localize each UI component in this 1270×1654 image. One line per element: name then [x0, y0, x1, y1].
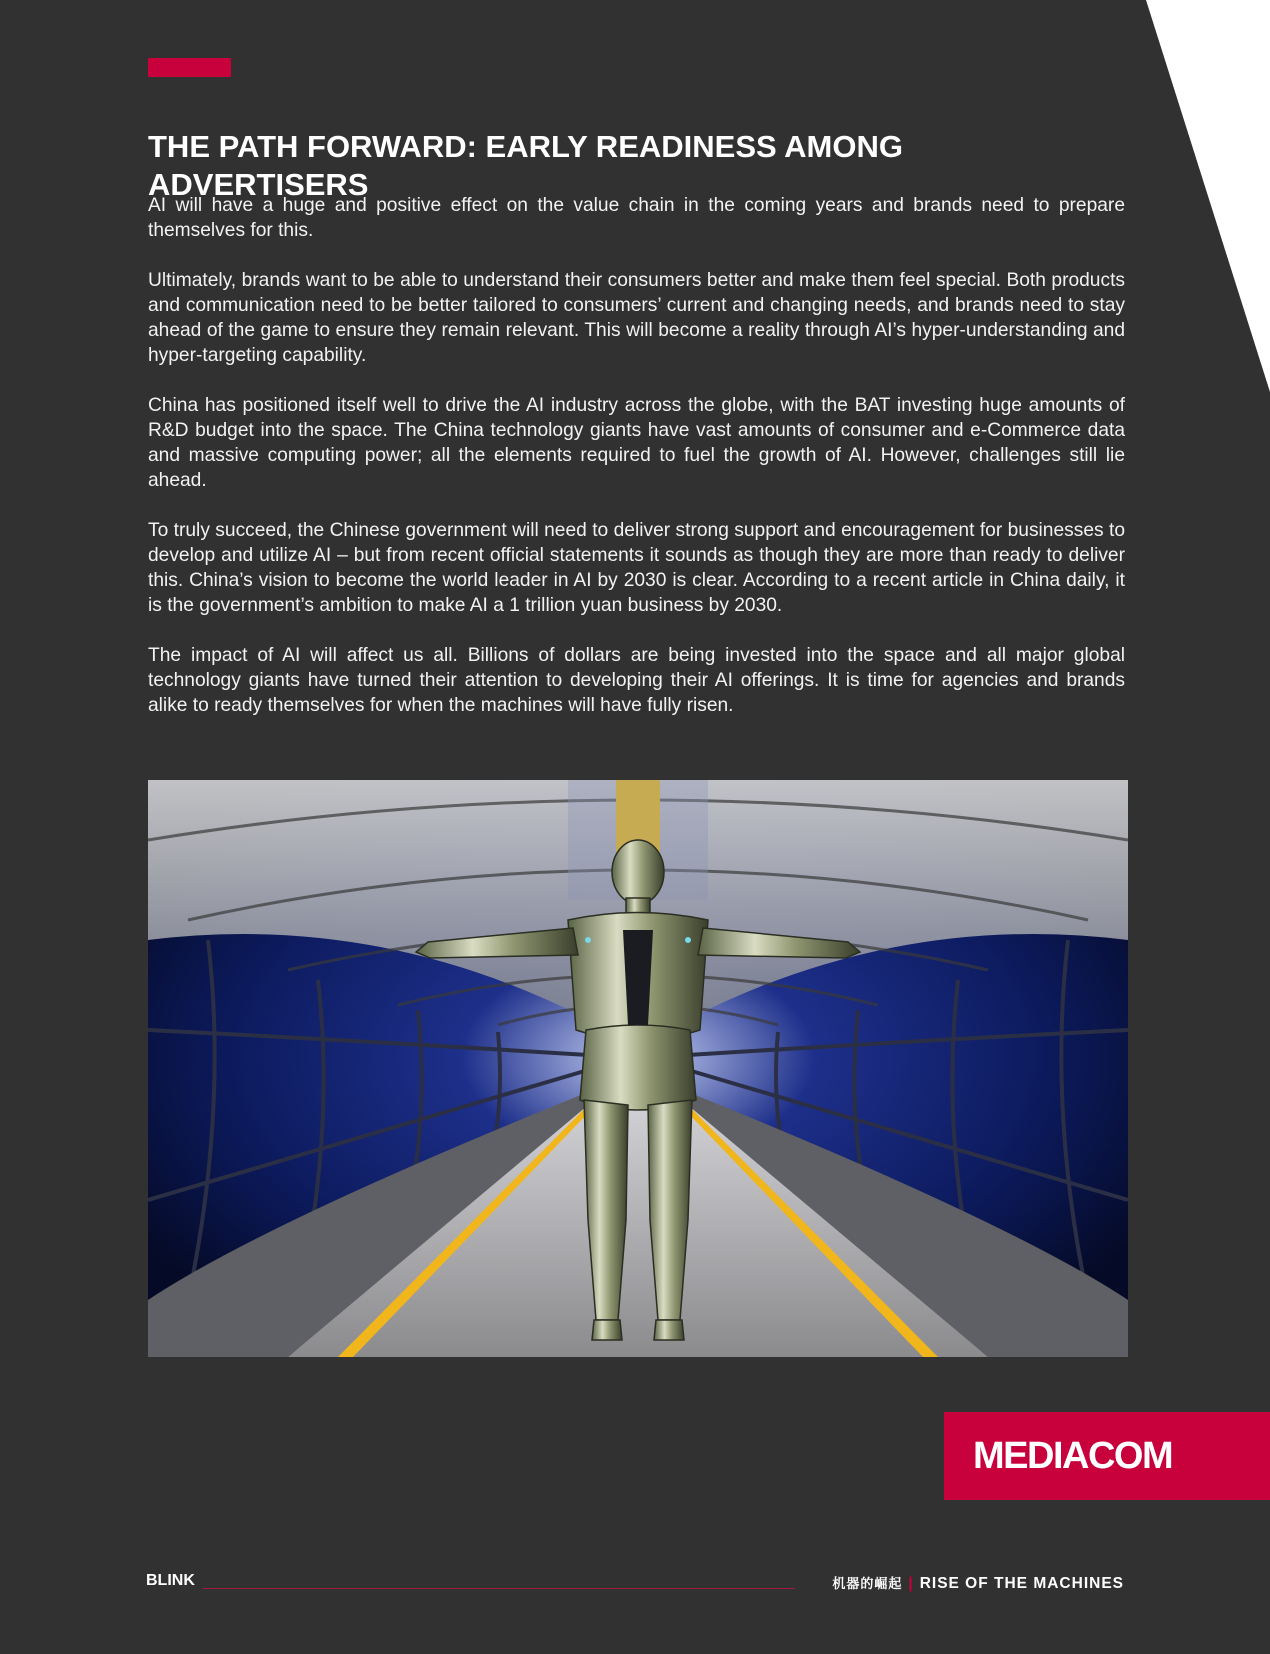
paragraph: AI will have a huge and positive effect on the value chain in the coming years and brands need to prepare themselves for this. — [148, 195, 1125, 241]
footer-title — [832, 1573, 1124, 1593]
footer-chinese-title: 机器的崛起 — [832, 1576, 903, 1591]
footer-divider-line — [203, 1588, 795, 1589]
footer-separator: | — [908, 1575, 914, 1592]
paragraph: To truly succeed, the Chinese government will need to deliver strong support and encouragement for businesses to develop and utilize AI – but from recent official statements it sounds as though they are more than ready to deliver this. China’s vision to become the world leader in AI by 2030 is clear. According to a recent article in China daily, it is the government’s ambition to make AI a 1 trillion yuan business by 2030. — [148, 520, 1125, 616]
footer-brand: BLINK — [146, 1572, 195, 1589]
footer-english-title: RISE OF THE MACHINES — [919, 1575, 1124, 1592]
logo-text: MEDIACOM — [973, 1434, 1173, 1477]
paragraph: China has positioned itself well to drive the AI industry across the globe, with the BAT investing huge amounts of R&D budget into the space. The China technology giants have vast amounts of consumer and e-Commerce data and massive computing power; all the elements required to fuel the growth of AI. However, challenges still lie ahead. — [148, 395, 1125, 491]
paragraph: The impact of AI will affect us all. Billions of dollars are being invested into the space and all major global technology giants have turned their attention to developing their AI offerings. It is time for agencies and brands alike to ready themselves for when the machines will have fully risen. — [148, 645, 1125, 716]
body-text — [148, 193, 1125, 743]
mediacom-logo — [944, 1412, 1270, 1500]
page-title: THE PATH FORWARD: EARLY READINESS AMONG ADVERTISERS — [148, 129, 903, 202]
paragraph: Ultimately, brands want to be able to understand their consumers better and make them feel special. Both products and communication need to be better tailored to consumers’ current and changing needs, and brands need to stay ahead of the game to ensure they remain relevant. This will become a reality through AI’s hyper-understanding and hyper-targeting capability. — [148, 270, 1125, 366]
accent-bar — [148, 58, 231, 77]
robot-tunnel-photo — [148, 780, 1128, 1357]
